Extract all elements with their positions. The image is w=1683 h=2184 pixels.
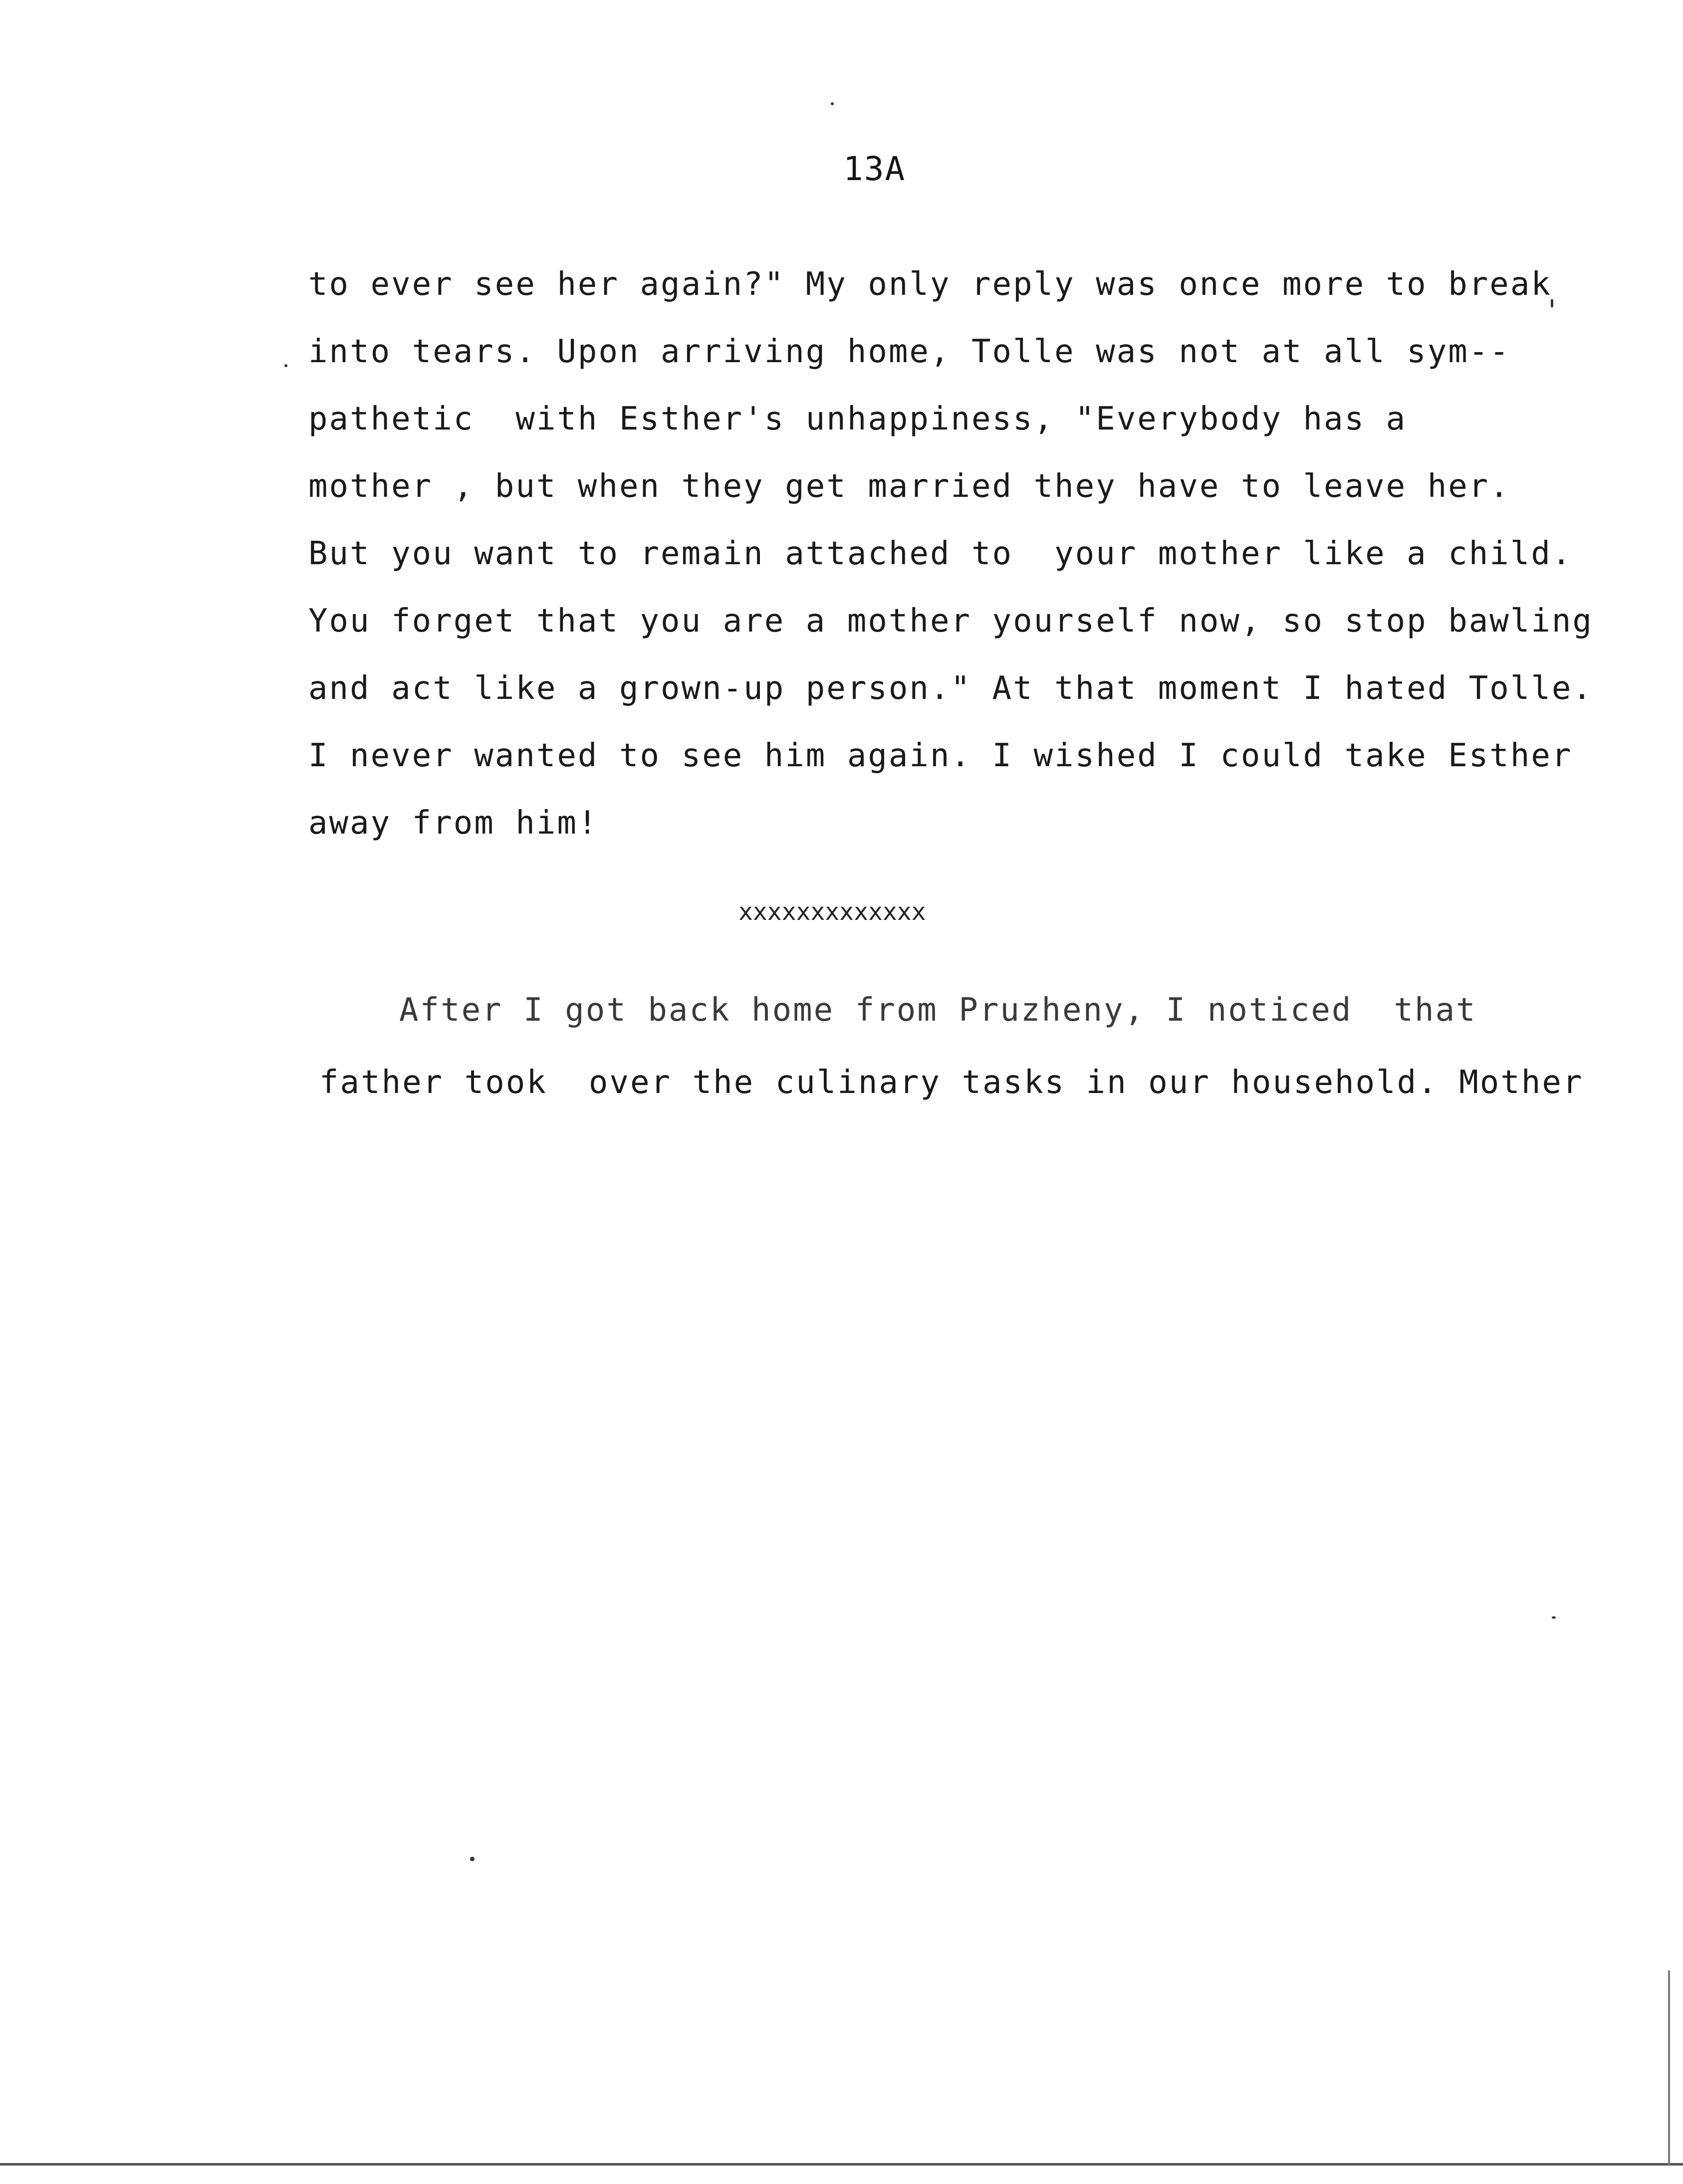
scan-speck bbox=[1552, 1616, 1556, 1619]
text-line: father took over the culinary tasks in our household. Mother bbox=[319, 1064, 1584, 1101]
text-line: to ever see her again?" My only reply was once more to break bbox=[308, 266, 1552, 303]
scan-speck bbox=[470, 1857, 475, 1861]
text-line: I never wanted to see him again. I wished I could take Esther bbox=[308, 737, 1573, 774]
section-separator: xxxxxxxxxxxxx bbox=[738, 898, 926, 926]
scan-right-edge bbox=[1668, 1970, 1670, 2165]
scan-speck bbox=[831, 102, 834, 105]
text-line: away from him! bbox=[308, 805, 599, 842]
text-line: pathetic with Esther's unhappiness, "Everybody has a bbox=[308, 401, 1407, 437]
scan-speck bbox=[284, 364, 287, 367]
text-line: mother , but when they get married they have to leave her. bbox=[308, 468, 1510, 505]
text-line: You forget that you are a mother yourself now, so stop bawling bbox=[308, 603, 1593, 640]
text-line: and act like a grown-up person." At that moment I hated Tolle. bbox=[308, 670, 1593, 707]
scan-bottom-edge bbox=[0, 2163, 1683, 2166]
page-number: 13A bbox=[843, 150, 906, 188]
text-line: But you want to remain attached to your mother like a child. bbox=[308, 535, 1573, 572]
text-line: into tears. Upon arriving home, Tolle was not at all sym-- bbox=[308, 333, 1510, 370]
text-line: After I got back home from Pruzheny, I noticed that bbox=[399, 992, 1477, 1029]
